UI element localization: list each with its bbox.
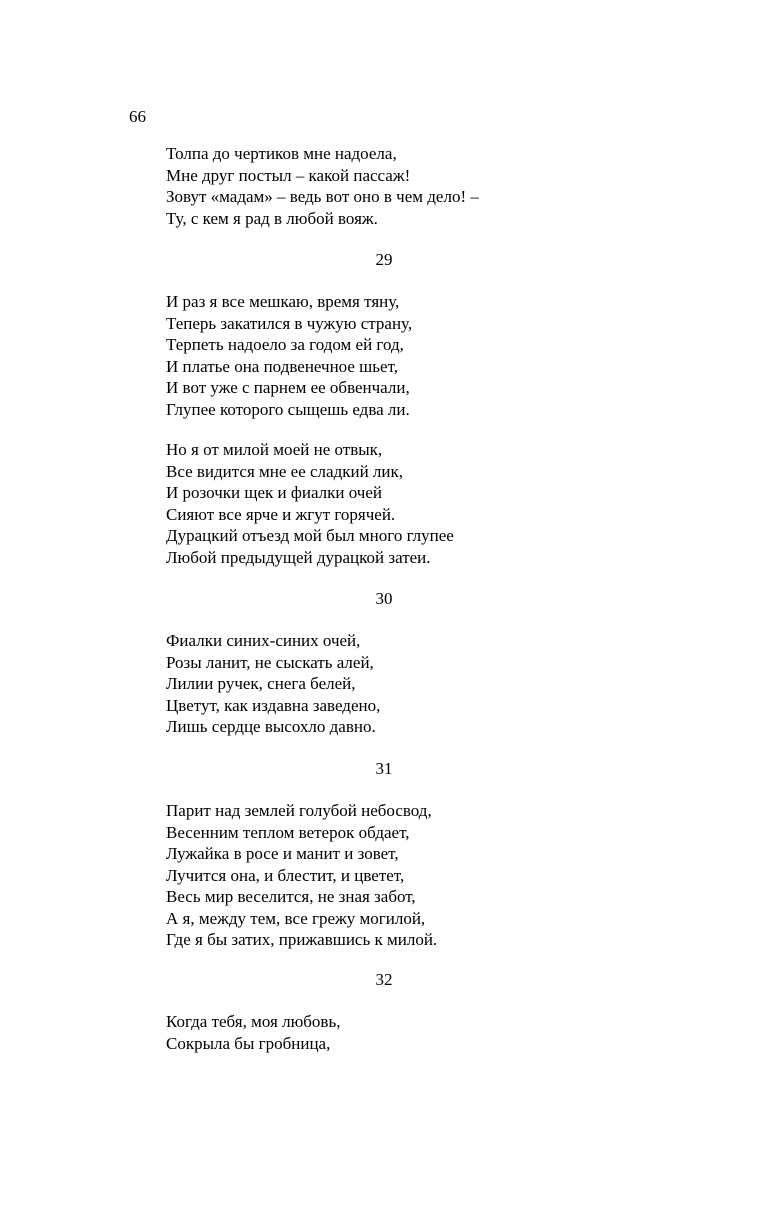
verse-line: Сокрыла бы гробница, [166,1033,331,1053]
verse-line: Все видится мне ее сладкий лик, [166,461,404,481]
verse-line: Лилии ручек, снега белей, [166,674,356,693]
verse-line: Фиалки синих-синих очей, [166,631,361,650]
verse-line: И вот уже с парнем ее обвенчали, [166,378,410,397]
verse-line: Розы ланит, не сыскать алей, [166,652,374,672]
verse-line: Сияют все ярче и жгут горячей. [166,504,396,524]
verse-line: Терпеть надоело за годом ей год, [166,335,404,354]
stanza-fragment-top [166,143,479,229]
poem-number: 30 [375,589,393,608]
poem-number: 31 [375,759,393,778]
page-number: 66 [129,107,146,126]
verse-line: Где я бы затих, прижавшись к милой. [166,930,438,949]
verse-line: Лишь сердце высохло давно. [166,717,376,736]
verse-line: Дурацкий отъезд мой был много глупее [166,526,454,545]
verse-line: Цветут, как издавна заведено, [166,695,381,715]
verse-line: Лужайка в росе и манит и зовет, [166,844,399,863]
verse-line: Весь мир веселится, не зная забот, [166,887,416,906]
poem-number: 32 [375,970,393,989]
poem-29-stanza-1 [166,291,412,420]
verse-line: Весенним теплом ветерок обдает, [166,822,410,842]
verse-line: Глупее которого сыщешь едва ли. [166,399,410,419]
verse-line: Но я от милой моей не отвык, [166,440,383,459]
verse-line: Лучится она, и блестит, и цветет, [166,865,405,885]
verse-line: Любой предыдущей дурацкой затеи. [166,547,431,567]
verse-line: Ту, с кем я рад в любой вояж. [166,208,378,228]
verse-line: А я, между тем, все грежу могилой, [166,908,426,928]
verse-line: Когда тебя, моя любовь, [166,1012,341,1031]
verse-line: И раз я все мешкаю, время тяну, [166,292,400,311]
poem-number: 29 [375,250,393,269]
verse-line: Толпа до чертиков мне надоела, [166,144,397,163]
verse-line: Теперь закатился в чужую страну, [166,313,413,333]
poem-31-stanza-1 [166,800,437,951]
poem-29-stanza-2 [166,439,454,568]
verse-line: И платье она подвенечное шьет, [166,356,398,376]
verse-line: И розочки щек и фиалки очей [166,483,383,502]
verse-line: Зовут «мадам» – ведь вот оно в чем дело! – [166,187,479,206]
poem-30-stanza-1 [166,630,380,738]
poem-32-stanza-1 [166,1011,340,1054]
verse-line: Мне друг постыл – какой пассаж! [166,165,411,185]
verse-line: Парит над землей голубой небосвод, [166,801,432,820]
